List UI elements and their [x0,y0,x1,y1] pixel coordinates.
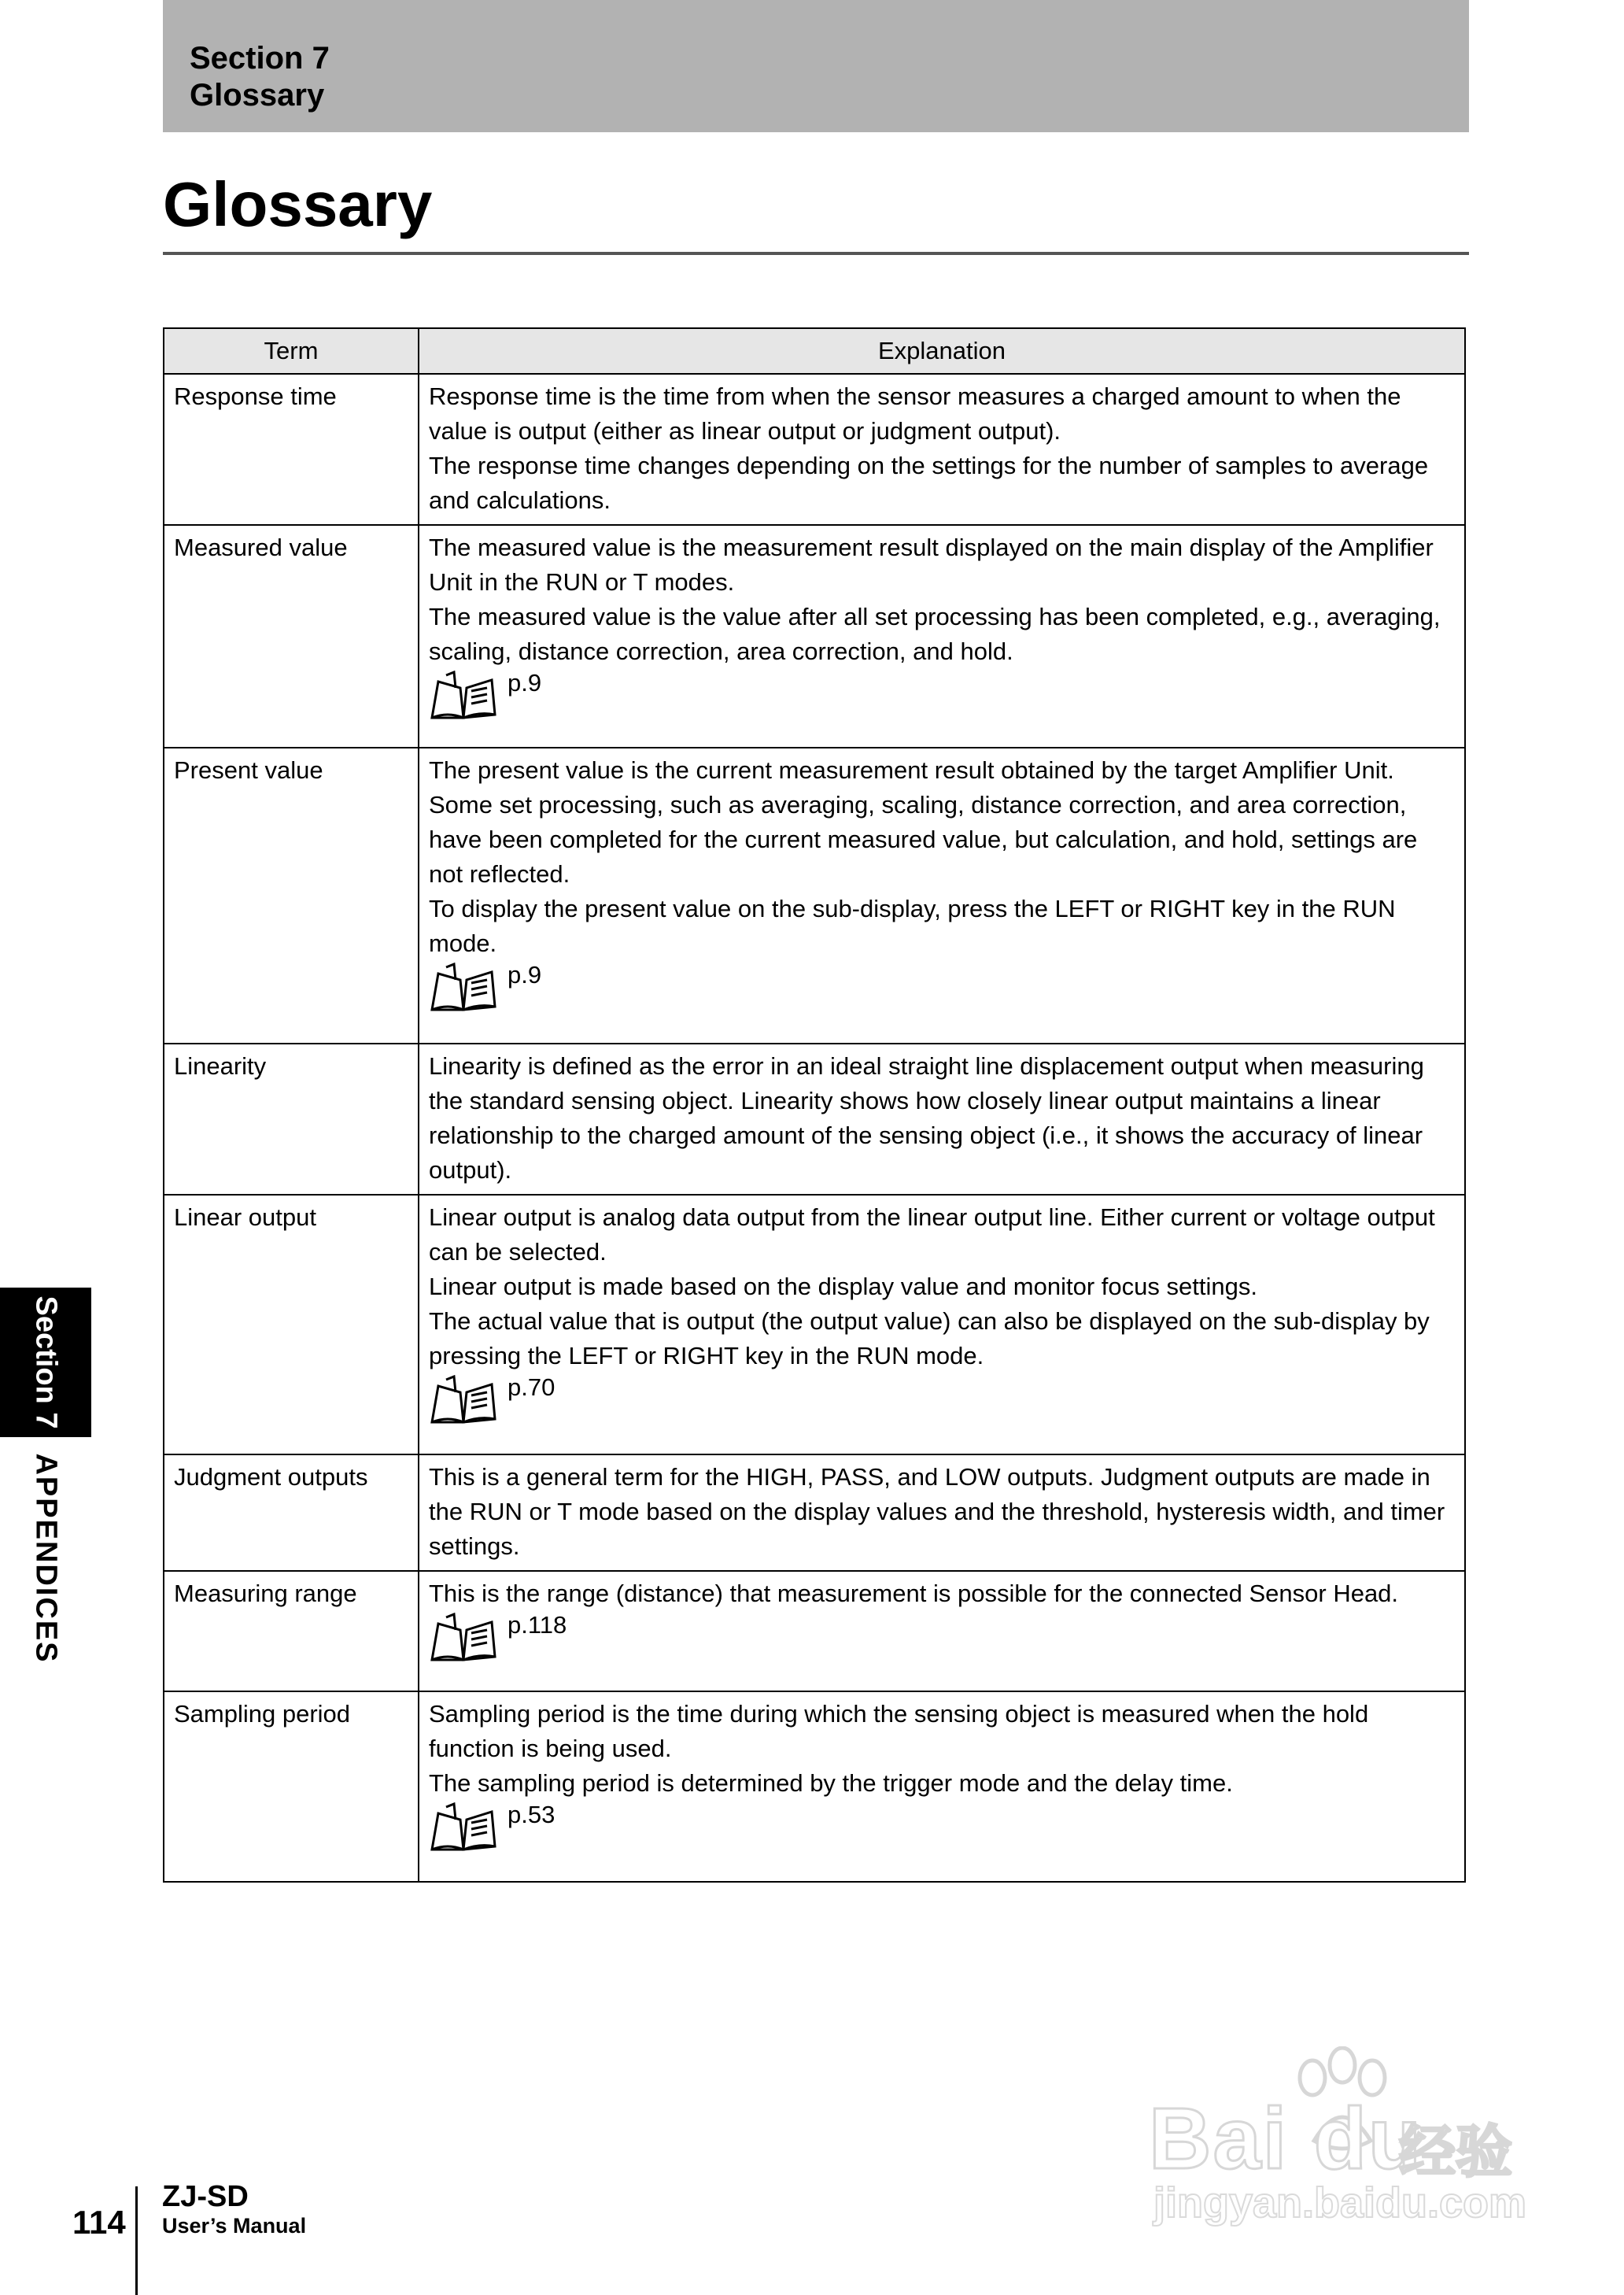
side-tab-chapter: APPENDICES [29,1453,63,1664]
explanation-line: The actual value that is output (the output value) can also be displayed on the sub-display by pressing the LEFT or RIGHT key in the RUN mode. [429,1307,1430,1369]
explanation-line: Some set processing, such as averaging, scaling, distance correction, and area correction, have been completed for the current measured value, but calculation, and hold, settings are not reflected. [429,791,1418,888]
term-cell: Linear output [164,1195,419,1454]
table-header-row [164,328,1465,374]
footer-divider [135,2186,138,2295]
table-row [164,748,1465,1044]
manual-label: User’s Manual [162,2214,307,2238]
section-side-tab [0,1288,91,1437]
explanation-line: The present value is the current measurement result obtained by the target Amplifier Unit. [429,756,1394,784]
section-label: Section 7 [190,41,330,76]
page-title: Glossary [163,169,433,239]
book-icon [429,671,498,721]
product-name: ZJ-SD [162,2180,249,2213]
reference-page: p.118 [507,1611,567,1639]
explanation-cell [419,374,1465,525]
table-row [164,374,1465,525]
book-icon [429,1613,498,1663]
page-reference[interactable] [429,1613,1455,1665]
section-title: Glossary [190,78,325,113]
table-row [164,1571,1465,1691]
explanation-line: This is the range (distance) that measurement is possible for the connected Sensor Head. [429,1580,1399,1607]
reference-page: p.70 [507,1373,555,1401]
explanation-cell [419,1571,1465,1691]
column-header-explanation: Explanation [419,328,1465,374]
term-cell: Measuring range [164,1571,419,1691]
explanation-line: The measured value is the measurement result displayed on the main display of the Amplifier Unit in the RUN or T modes. [429,534,1434,596]
title-divider [163,252,1469,255]
explanation-line: Linear output is analog data output from the linear output line. Either current or voltage output can be selected. [429,1203,1435,1266]
explanation-line: Linear output is made based on the display value and monitor focus settings. [429,1273,1257,1300]
reference-page: p.9 [507,961,542,989]
term-cell: Sampling period [164,1691,419,1882]
term-cell: Measured value [164,525,419,748]
page-reference[interactable] [429,671,1455,722]
term-cell: Present value [164,748,419,1044]
explanation-line: Response time is the time from when the sensor measures a charged amount to when the value is output (either as linear output or judgment output). [429,382,1401,445]
page-reference[interactable] [429,1375,1455,1427]
page-reference[interactable] [429,963,1455,1014]
term-cell: Response time [164,374,419,525]
explanation-line: The sampling period is determined by the trigger mode and the delay time. [429,1769,1233,1797]
page-reference[interactable] [429,1802,1455,1854]
explanation-line: To display the present value on the sub-display, press the LEFT or RIGHT key in the RUN mode. [429,895,1396,957]
table-row [164,1044,1465,1195]
explanation-line: Linearity is defined as the error in an ideal straight line displacement output when measuring the standard sensing object. Linearity shows how closely linear output maintains a linear relationship to the charged amount of the sensing object (i.e., it shows the accuracy of linear output). [429,1052,1424,1184]
term-cell: Linearity [164,1044,419,1195]
explanation-line: This is a general term for the HIGH, PASS, and LOW outputs. Judgment outputs are made in the RUN or T mode based on the display values and the threshold, hysteresis width, and timer settings. [429,1463,1445,1560]
term-cell: Judgment outputs [164,1454,419,1571]
watermark-cn: 经验 [1399,2121,1513,2184]
table-row [164,1691,1465,1882]
section-header [163,0,1469,132]
table-body [164,374,1465,1882]
explanation-cell [419,1454,1465,1571]
watermark [1149,2046,1526,2235]
explanation-line: The response time changes depending on the settings for the number of samples to average and calculations. [429,452,1429,514]
table-row [164,1195,1465,1454]
explanation-line: Sampling period is the time during which the sensing object is measured when the hold function is being used. [429,1700,1369,1762]
reference-page: p.53 [507,1801,555,1828]
book-icon [429,963,498,1013]
side-tab-section: Section 7 [29,1295,63,1429]
page-number: 114 [72,2204,126,2241]
watermark-url: jingyan.baidu.com [1153,2179,1527,2227]
book-icon [429,1802,498,1853]
explanation-line: The measured value is the value after all set processing has been completed, e.g., averaging, scaling, distance correction, area correction, and hold. [429,603,1441,665]
explanation-cell [419,1195,1465,1454]
book-icon [429,1375,498,1425]
explanation-cell [419,525,1465,748]
explanation-cell [419,748,1465,1044]
watermark-brand: Bai du [1149,2090,1423,2187]
reference-page: p.9 [507,669,542,697]
explanation-cell [419,1044,1465,1195]
table-row [164,525,1465,748]
column-header-term: Term [164,328,419,374]
explanation-cell [419,1691,1465,1882]
table-row [164,1454,1465,1571]
glossary-table [163,327,1466,1883]
